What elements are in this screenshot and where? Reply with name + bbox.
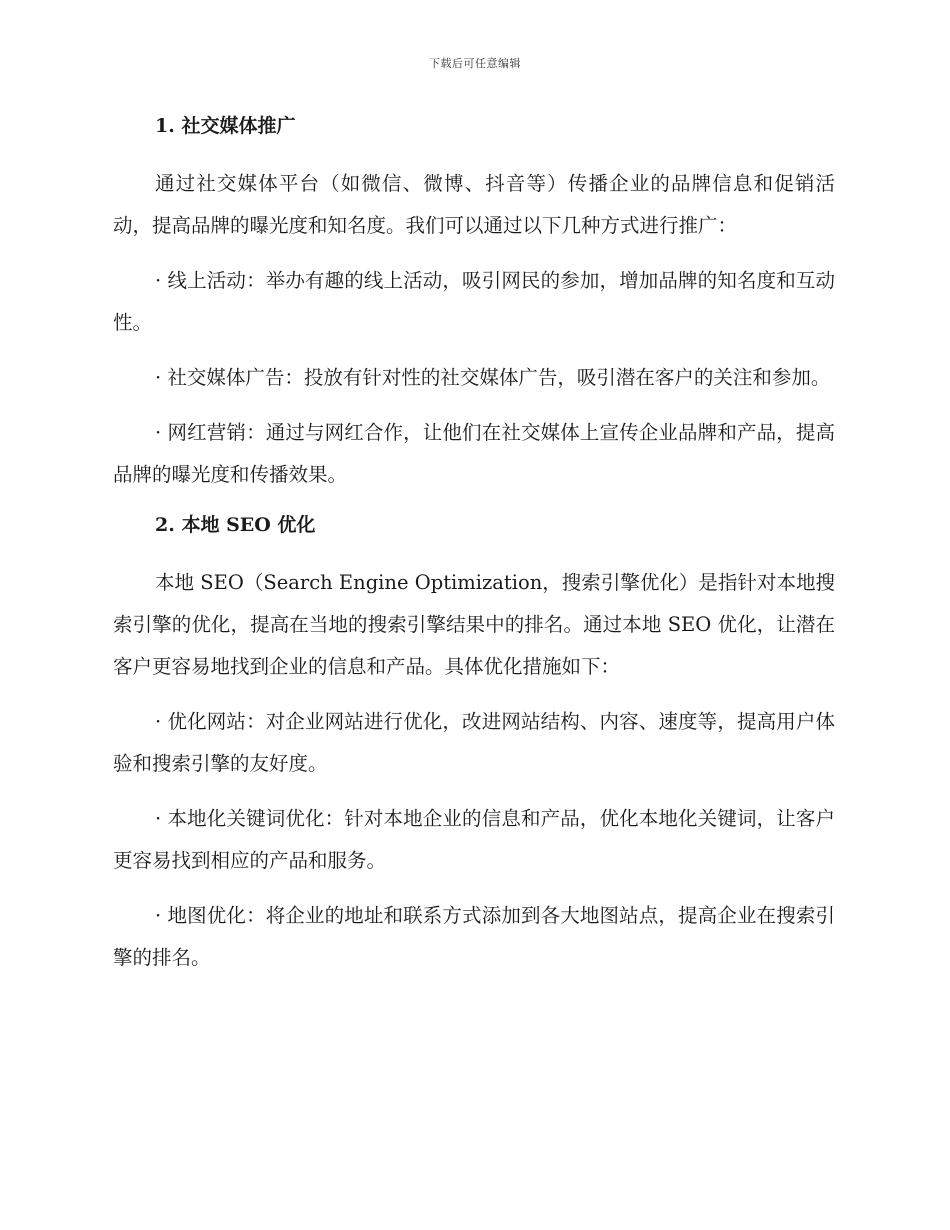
bullet-map-optimization: · 地图优化：将企业的地址和联系方式添加到各大地图站点，提高企业在搜索引擎的排名。 bbox=[113, 904, 835, 969]
document-body bbox=[113, 110, 835, 992]
section-heading-local-seo: 2. 本地 SEO 优化 bbox=[155, 514, 316, 536]
paragraph-local-seo-intro: 本地 SEO（Search Engine Optimization，搜索引擎优化）是指针对本地搜索引擎的优化，提高在当地的搜索引擎结果中的排名。通过本地 SEO 优化，让潜在客户更容易地找到企业的信息和产品。具体优化措施如下： bbox=[113, 571, 835, 678]
bullet-online-activities: · 线上活动：举办有趣的线上活动，吸引网民的参加，增加品牌的知名度和互动性。 bbox=[113, 269, 835, 334]
bullet-influencer-marketing: · 网红营销：通过与网红合作，让他们在社交媒体上宣传企业品牌和产品，提高品牌的曝光度和传播效果。 bbox=[113, 421, 835, 486]
section-heading-social-media: 1. 社交媒体推广 bbox=[155, 115, 296, 137]
bullet-local-keyword-optimization: · 本地化关键词优化：针对本地企业的信息和产品，优化本地化关键词，让客户更容易找到相应的产品和服务。 bbox=[113, 807, 835, 872]
page-header: 下载后可任意编辑 bbox=[429, 57, 521, 70]
paragraph-social-media-intro: 通过社交媒体平台（如微信、微博、抖音等）传播企业的品牌信息和促销活动，提高品牌的曝光度和知名度。我们可以通过以下几种方式进行推广： bbox=[113, 172, 835, 237]
bullet-website-optimization: · 优化网站：对企业网站进行优化，改进网站结构、内容、速度等，提高用户体验和搜索引擎的友好度。 bbox=[113, 710, 835, 775]
bullet-social-media-ads: · 社交媒体广告：投放有针对性的社交媒体广告，吸引潜在客户的关注和参加。 bbox=[155, 366, 831, 389]
